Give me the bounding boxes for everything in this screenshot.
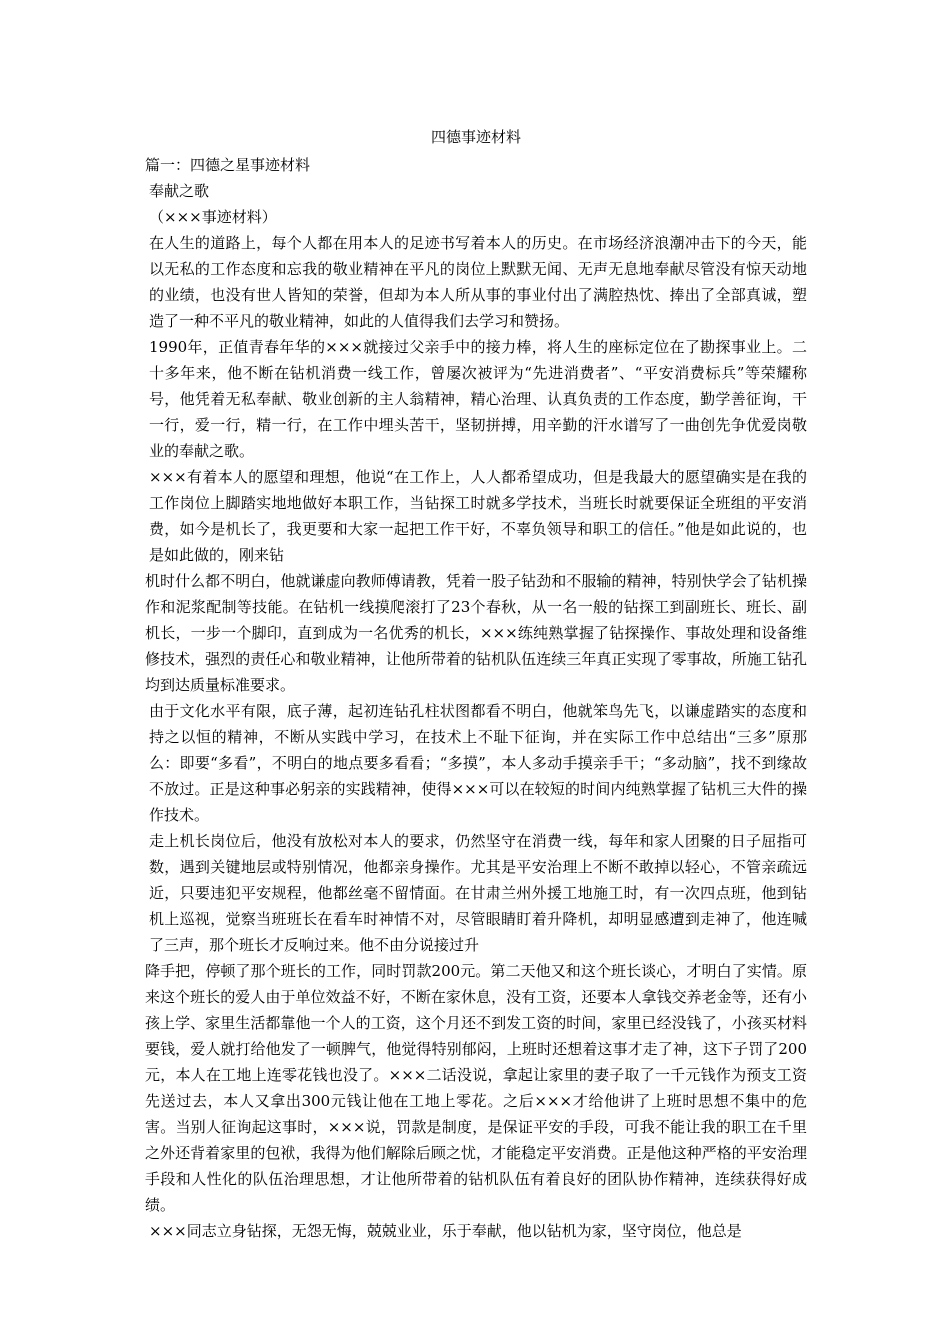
paragraph-4: 机时什么都不明白，他就谦虚向教师傅请教，凭着一股子钻劲和不服输的精神，特别快学会了钻机操作和泥浆配制等技能。在钻机一线摸爬滚打了23个春秋，从一名一般的钻探工到副班长、班长、副机长，一步一个脚印，直到成为一名优秀的机长，×××练纯熟掌握了钻探操作、事故处理和设备维修技术，强烈的责任心和敬业精神，让他所带着的钻机队伍连续三年真正实现了零事故，所施工钻孔均到达质量标准要求。: [145, 572, 807, 694]
paragraph-6: 走上机长岗位后，他没有放松对本人的要求，仍然坚守在消费一线，每年和家人团聚的日子屈指可数，遇到关键地层或特别情况，他都亲身操作。尤其是平安治理上不断不敢掉以轻心，不管亲疏远近，只要违犯平安规程，他都丝毫不留情面。在甘肃兰州外援工地施工时，有一次四点班，他到钻机上巡视，觉察当班班长在看车时神情不对，尽管眼睛盯着升降机，却明显感遭到走神了，他连喊了三声，那个班长才反响过来。他不由分说接过升: [149, 832, 807, 954]
article-byline: （×××事迹材料）: [149, 208, 277, 226]
paragraph-3: ×××有着本人的愿望和理想，他说“在工作上，人人都希望成功，但是我最大的愿望确实是在我的工作岗位上脚踏实地地做好本职工作，当钻探工时就多学技术，当班长时就要保证全班组的平安消费，如今是机长了，我更要和大家一起把工作干好，不辜负领导和职工的信任。”他是如此说的，也是如此做的，刚来钻: [149, 468, 807, 564]
article-heading: 篇一：四德之星事迹材料: [145, 156, 311, 174]
paragraph-2: 1990年，正值青春年华的×××就接过父亲手中的接力棒，将人生的座标定位在了勘探事业上。二十多年来，他不断在钻机消费一线工作，曾屡次被评为“先进消费者”、“平安消费标兵”等荣耀称号，他凭着无私奉献、敬业创新的主人翁精神，精心治理、认真负责的工作态度，勤学善征询，干一行，爱一行，精一行，在工作中埋头苦干，坚韧拼搏，用辛勤的汗水谱写了一曲创先争优爱岗敬业的奉献之歌。: [149, 338, 807, 460]
document-title: 四德事迹材料: [430, 128, 521, 146]
article-subtitle: 奉献之歌: [149, 182, 210, 200]
paragraph-8: ×××同志立身钻探，无怨无悔，兢兢业业，乐于奉献，他以钻机为家，坚守岗位，他总是: [149, 1222, 742, 1240]
paragraph-1: 在人生的道路上，每个人都在用本人的足迹书写着本人的历史。在市场经济浪潮冲击下的今天，能以无私的工作态度和忘我的敬业精神在平凡的岗位上默默无闻、无声无息地奉献尽管没有惊天动地的业绩，也没有世人皆知的荣誉，但却为本人所从事的事业付出了满腔热忱、捧出了全部真诚，塑造了一种不平凡的敬业精神，如此的人值得我们去学习和赞扬。: [149, 234, 807, 330]
paragraph-7: 降手把，停顿了那个班长的工作，同时罚款200元。第二天他又和这个班长谈心，才明白了实情。原来这个班长的爱人由于单位效益不好，不断在家休息，没有工资，还要本人拿钱交养老金等，还有小孩上学、家里生活都靠他一个人的工资，这个月还不到发工资的时间，家里已经没钱了，小孩买材料要钱，爱人就打给他发了一顿脾气，他觉得特别郁闷，上班时还想着这事才走了神，这下子罚了200元，本人在工地上连零花钱也没了。×××二话没说，拿起让家里的妻子取了一千元钱作为预支工资先送过去，本人又拿出300元钱让他在工地上零花。之后×××才给他讲了上班时思想不集中的危害。当别人征询起这事时，×××说，罚款是制度，是保证平安的手段，可我不能让我的职工在千里之外还背着家里的包袱，我得为他们解除后顾之忧，才能稳定平安消费。正是他这种严格的平安治理手段和人性化的队伍治理思想，才让他所带着的钻机队伍有着良好的团队协作精神，连续获得好成绩。: [145, 962, 807, 1214]
paragraph-5: 由于文化水平有限，底子薄，起初连钻孔柱状图都看不明白，他就笨鸟先飞，以谦虚踏实的态度和持之以恒的精神，不断从实践中学习，在技术上不耻下征询，并在实际工作中总结出“三多”原那么：即要“多看”，不明白的地点要多看看；“多摸”，本人多动手摸亲手干；“多动脑”，找不到缘故不放过。正是这种事必躬亲的实践精神，使得×××可以在较短的时间内纯熟掌握了钻机三大件的操作技术。: [149, 702, 807, 824]
document-page: [145, 126, 807, 1244]
